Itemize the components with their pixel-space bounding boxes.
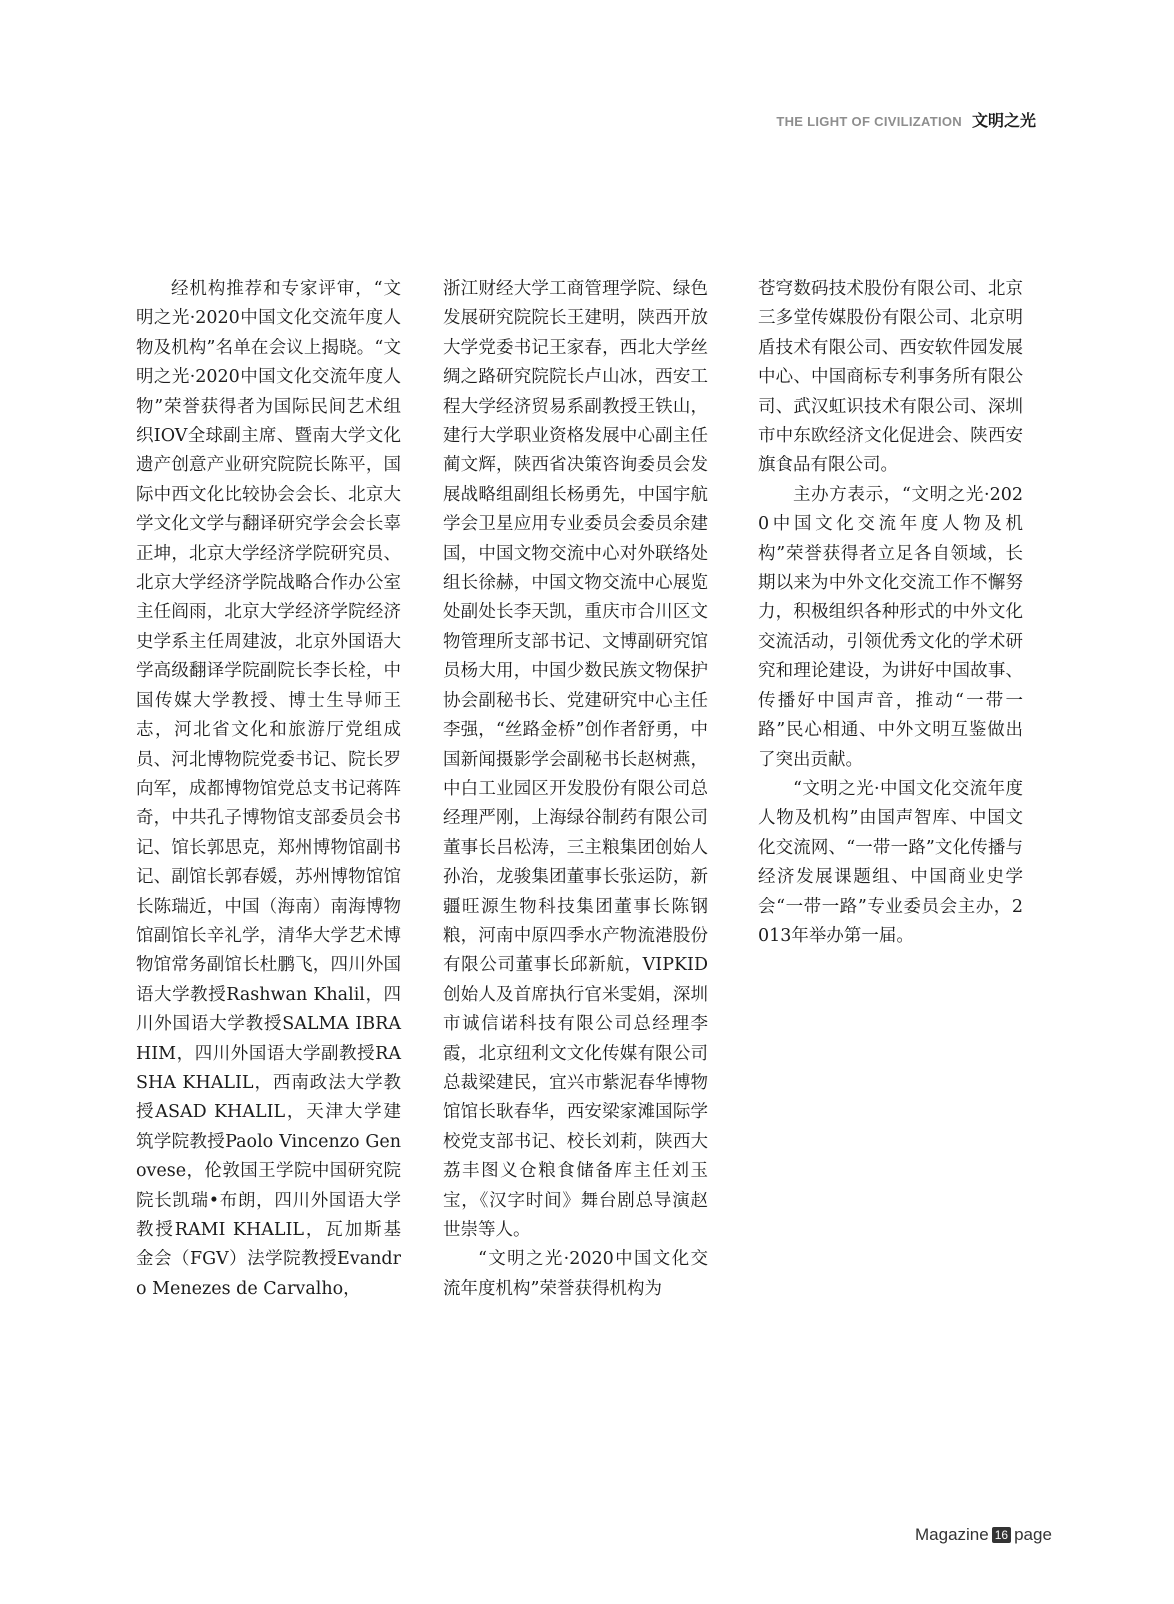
header-english-title: THE LIGHT OF CIVILIZATION [776, 114, 962, 129]
footer-magazine-label: Magazine [915, 1525, 989, 1544]
paragraph: 苍穹数码技术股份有限公司、北京三多堂传媒股份有限公司、北京明盾技术有限公司、西安软件园发展中心、中国商标专利事务所有限公司、武汉虹识技术有限公司、深圳市中东欧经济文化促进会、陕西安旗食品有限公司。 [758, 279, 1023, 476]
article-column-1 [136, 275, 401, 1304]
paragraph: “文明之光·2020中国文化交流年度机构”荣誉获得机构为 [443, 1249, 708, 1299]
page-footer [915, 1525, 1052, 1545]
paragraph: 浙江财经大学工商管理学院、绿色发展研究院院长王建明，陕西开放大学党委书记王家春，西北大学丝绸之路研究院院长卢山冰，西安工程大学经济贸易系副教授王铁山，建行大学职业资格发展中心副主任蔺文辉，陕西省决策咨询委员会发展战略组副组长杨勇先，中国宇航学会卫星应用专业委员会委员余建国，中国文物交流中心对外联络处组长徐赫，中国文物交流中心展览处副处长李天凯，重庆市合川区文物管理所支部书记、文博副研究馆员杨大用，中国少数民族文物保护协会副秘书长、党建研究中心主任李强，“丝路金桥”创作者舒勇，中国新闻摄影学会副秘书长赵树燕，中白工业园区开发股份有限公司总经理严刚，上海绿谷制药有限公司董事长吕松涛，三主粮集团创始人孙治，龙骏集团董事长张运防，新疆旺源生物科技集团董事长陈钢粮，河南中原四季水产物流港股份有限公司董事长邱新航，VIPKID创始人及首席执行官米雯娟，深圳市诚信诺科技有限公司总经理李霞，北京纽利文文化传媒有限公司总裁梁建民，宜兴市紫泥春华博物馆馆长耿春华，西安梁家滩国际学校党支部书记、校长刘莉，陕西大荔丰图义仓粮食储备库主任刘玉宝，《汉字时间》舞台剧总导演赵世崇等人。 [443, 279, 708, 1240]
paragraph: “文明之光·中国文化交流年度人物及机构”由国声智库、中国文化交流网、“一带一路”文化传播与经济发展课题组、中国商业史学会“一带一路”专业委员会主办，2013年举办第一届。 [758, 778, 1023, 946]
article-column-2 [443, 275, 708, 1304]
paragraph: 经机构推荐和专家评审，“文明之光·2020中国文化交流年度人物及机构”名单在会议上揭晓。“文明之光·2020中国文化交流年度人物”荣誉获得者为国际民间艺术组织IOV全球副主席、暨南大学文化遗产创意产业研究院院长陈平，国际中西文化比较协会会长、北京大学文化文学与翻译研究学会会长辜正坤，北京大学经济学院研究员、北京大学经济学院战略合作办公室主任阎雨，北京大学经济学院经济史学系主任周建波，北京外国语大学高级翻译学院副院长李长栓，中国传媒大学教授、博士生导师王志，河北省文化和旅游厅党组成员、河北博物院党委书记、院长罗向军，成都博物馆党总支书记蒋阵奇，中共孔子博物馆支部委员会书记、馆长郭思克，郑州博物馆副书记、副馆长郭春媛，苏州博物馆馆长陈瑞近，中国（海南）南海博物馆副馆长辛礼学，清华大学艺术博物馆常务副馆长杜鹏飞，四川外国语大学教授Rashwan Khalil，四川外国语大学教授SALMA IBRAHIM，四川外国语大学副教授RASHA KHALIL，西南政法大学教授ASAD KHALIL，天津大学建筑学院教授Paolo Vincenzo Genovese，伦敦国王学院中国研究院院长凯瑞•布朗，四川外国语大学教授RAMI KHALIL，瓦加斯基金会（FGV）法学院教授Evandro Menezes de Carvalho， [136, 279, 401, 1299]
paragraph: 主办方表示，“文明之光·2020中国文化交流年度人物及机构”荣誉获得者立足各自领域，长期以来为中外文化交流工作不懈努力，积极组织各种形式的中外文化交流活动，引领优秀文化的学术研究和理论建设，为讲好中国故事、传播好中国声音，推动“一带一路”民心相通、中外文明互鉴做出了突出贡献。 [758, 484, 1023, 770]
running-header [776, 108, 1036, 131]
article-column-3 [758, 275, 1023, 951]
header-chinese-title: 文明之光 [971, 111, 1036, 130]
page-number: 16 [992, 1527, 1011, 1543]
footer-page-label: page [1014, 1525, 1052, 1544]
